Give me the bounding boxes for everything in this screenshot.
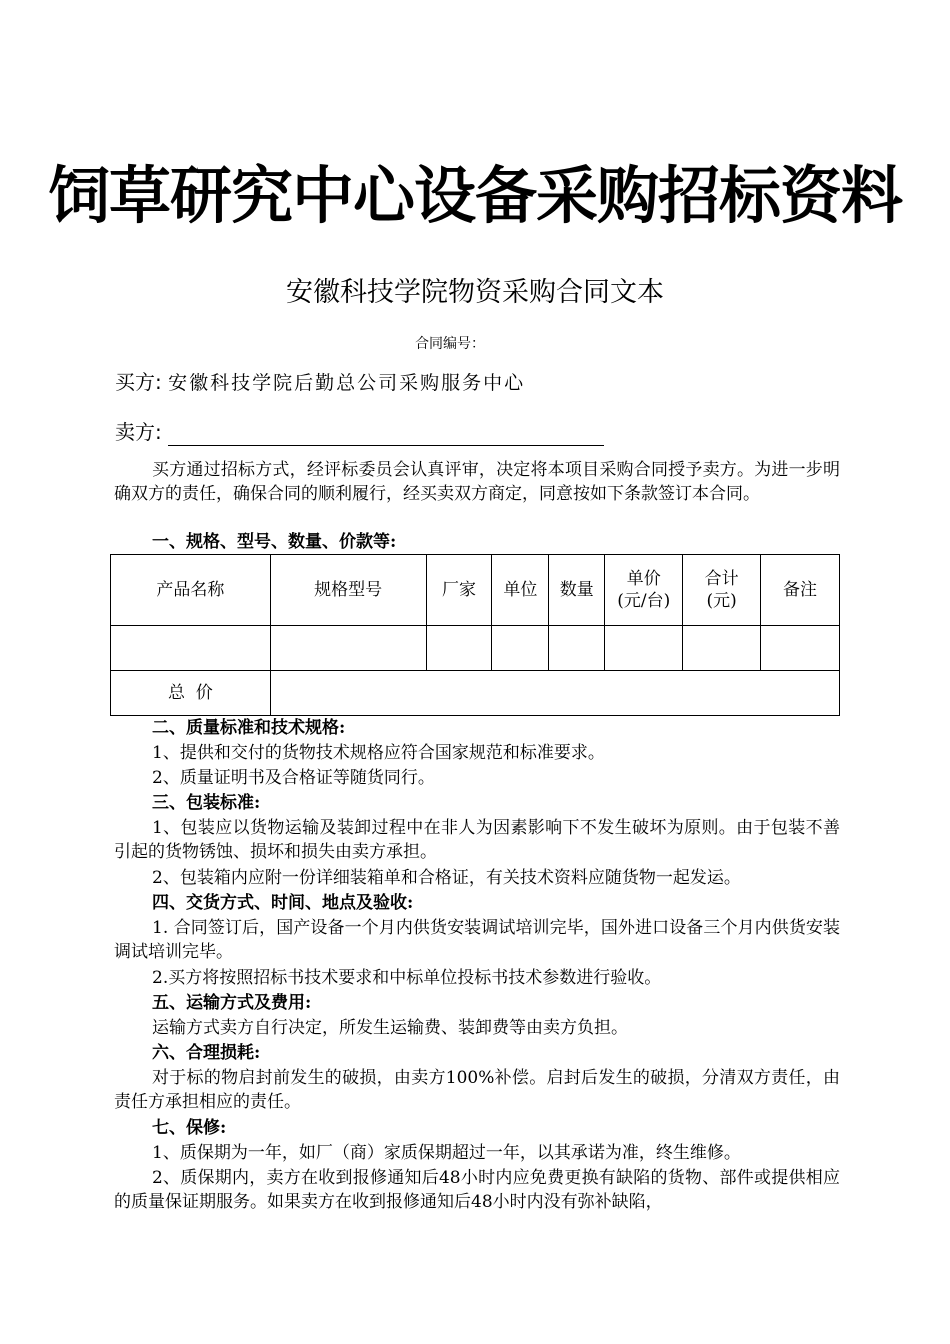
section-5-item: 运输方式卖方自行决定，所发生运输费、装卸费等由卖方负担。: [152, 1018, 628, 1038]
table-cell: [761, 626, 840, 671]
section-6-heading: 六、合理损耗:: [152, 1043, 261, 1063]
table-row: [111, 626, 840, 671]
contract-number-label: 合同编号：: [415, 336, 485, 352]
table-cell: [683, 626, 761, 671]
table-header-row: [111, 555, 840, 626]
section-3-item: 1、包装应以货物运输及装卸过程中在非人为因素影响下不发生破坏为原则。由于包装不善引起的货物锈蚀、损坏和损失由卖方承担。: [114, 818, 840, 862]
section-4-item: 1. 合同签订后，国产设备一个月内供货安装调试培训完毕，国外进口设备三个月内供货安装调试培训完毕。: [114, 918, 840, 962]
table-cell: [270, 626, 426, 671]
document-title: 饲草研究中心设备采购招标资料: [47, 159, 902, 232]
table-cell: [549, 626, 605, 671]
buyer-row: [115, 368, 525, 397]
section-1-heading: 一、规格、型号、数量、价款等:: [152, 532, 397, 552]
table-cell: [492, 626, 549, 671]
table-header-cell: 厂家: [426, 555, 492, 626]
section-2-item: 1、提供和交付的货物技术规格应符合国家规范和标准要求。: [152, 743, 605, 763]
buyer-label: 买方:: [115, 370, 162, 394]
section-4-heading: 四、交货方式、时间、地点及验收:: [152, 893, 414, 913]
section-7-item: 1、质保期为一年，如厂（商）家质保期超过一年，以其承诺为准，终生维修。: [152, 1143, 741, 1163]
section-7-heading: 七、保修:: [152, 1118, 227, 1138]
table-header-cell: 单价 (元/台): [605, 555, 683, 626]
spec-table: [110, 554, 840, 716]
section-4-item: 2.买方将按照招标书技术要求和中标单位投标书技术参数进行验收。: [152, 968, 662, 988]
intro-paragraph: 买方通过招标方式，经评标委员会认真评审，决定将本项目采购合同授予卖方。为进一步明确双方的责任，确保合同的顺利履行，经买卖双方商定，同意按如下条款签订本合同。: [114, 460, 840, 504]
table-cell: [605, 626, 683, 671]
table-header-cell: 产品名称: [111, 555, 271, 626]
document-subtitle: 安徽科技学院物资采购合同文本: [286, 277, 664, 308]
table-header-cell: 备注: [761, 555, 840, 626]
table-total-row: [111, 671, 840, 716]
section-5-heading: 五、运输方式及费用:: [152, 993, 312, 1013]
seller-blank-line: [168, 423, 604, 446]
section-2-item: 2、质量证明书及合格证等随货同行。: [152, 768, 435, 788]
section-6-item: 对于标的物启封前发生的破损，由卖方100%补偿。启封后发生的破损，分清双方责任，由责任方承担相应的责任。: [114, 1068, 840, 1112]
section-7-item: 2、质保期内，卖方在收到报修通知后48小时内应免费更换有缺陷的货物、部件或提供相应的质量保证期服务。如果卖方在收到报修通知后48小时内没有弥补缺陷，: [114, 1168, 840, 1212]
table-header-cell: 单位: [492, 555, 549, 626]
table-cell: [426, 626, 492, 671]
seller-label: 卖方:: [115, 420, 162, 444]
section-2-heading: 二、质量标准和技术规格:: [152, 718, 346, 738]
buyer-name: 安徽科技学院后勤总公司采购服务中心: [168, 372, 526, 394]
seller-row: [115, 418, 604, 446]
table-header-cell: 合计 (元): [683, 555, 761, 626]
total-price-label: 总 价: [111, 671, 271, 716]
total-price-value: [270, 671, 839, 716]
table-cell: [111, 626, 271, 671]
table-header-cell: 数量: [549, 555, 605, 626]
section-3-heading: 三、包装标准:: [152, 793, 261, 813]
table-header-cell: 规格型号: [270, 555, 426, 626]
section-3-item: 2、包装箱内应附一份详细装箱单和合格证，有关技术资料应随货物一起发运。: [152, 868, 741, 888]
